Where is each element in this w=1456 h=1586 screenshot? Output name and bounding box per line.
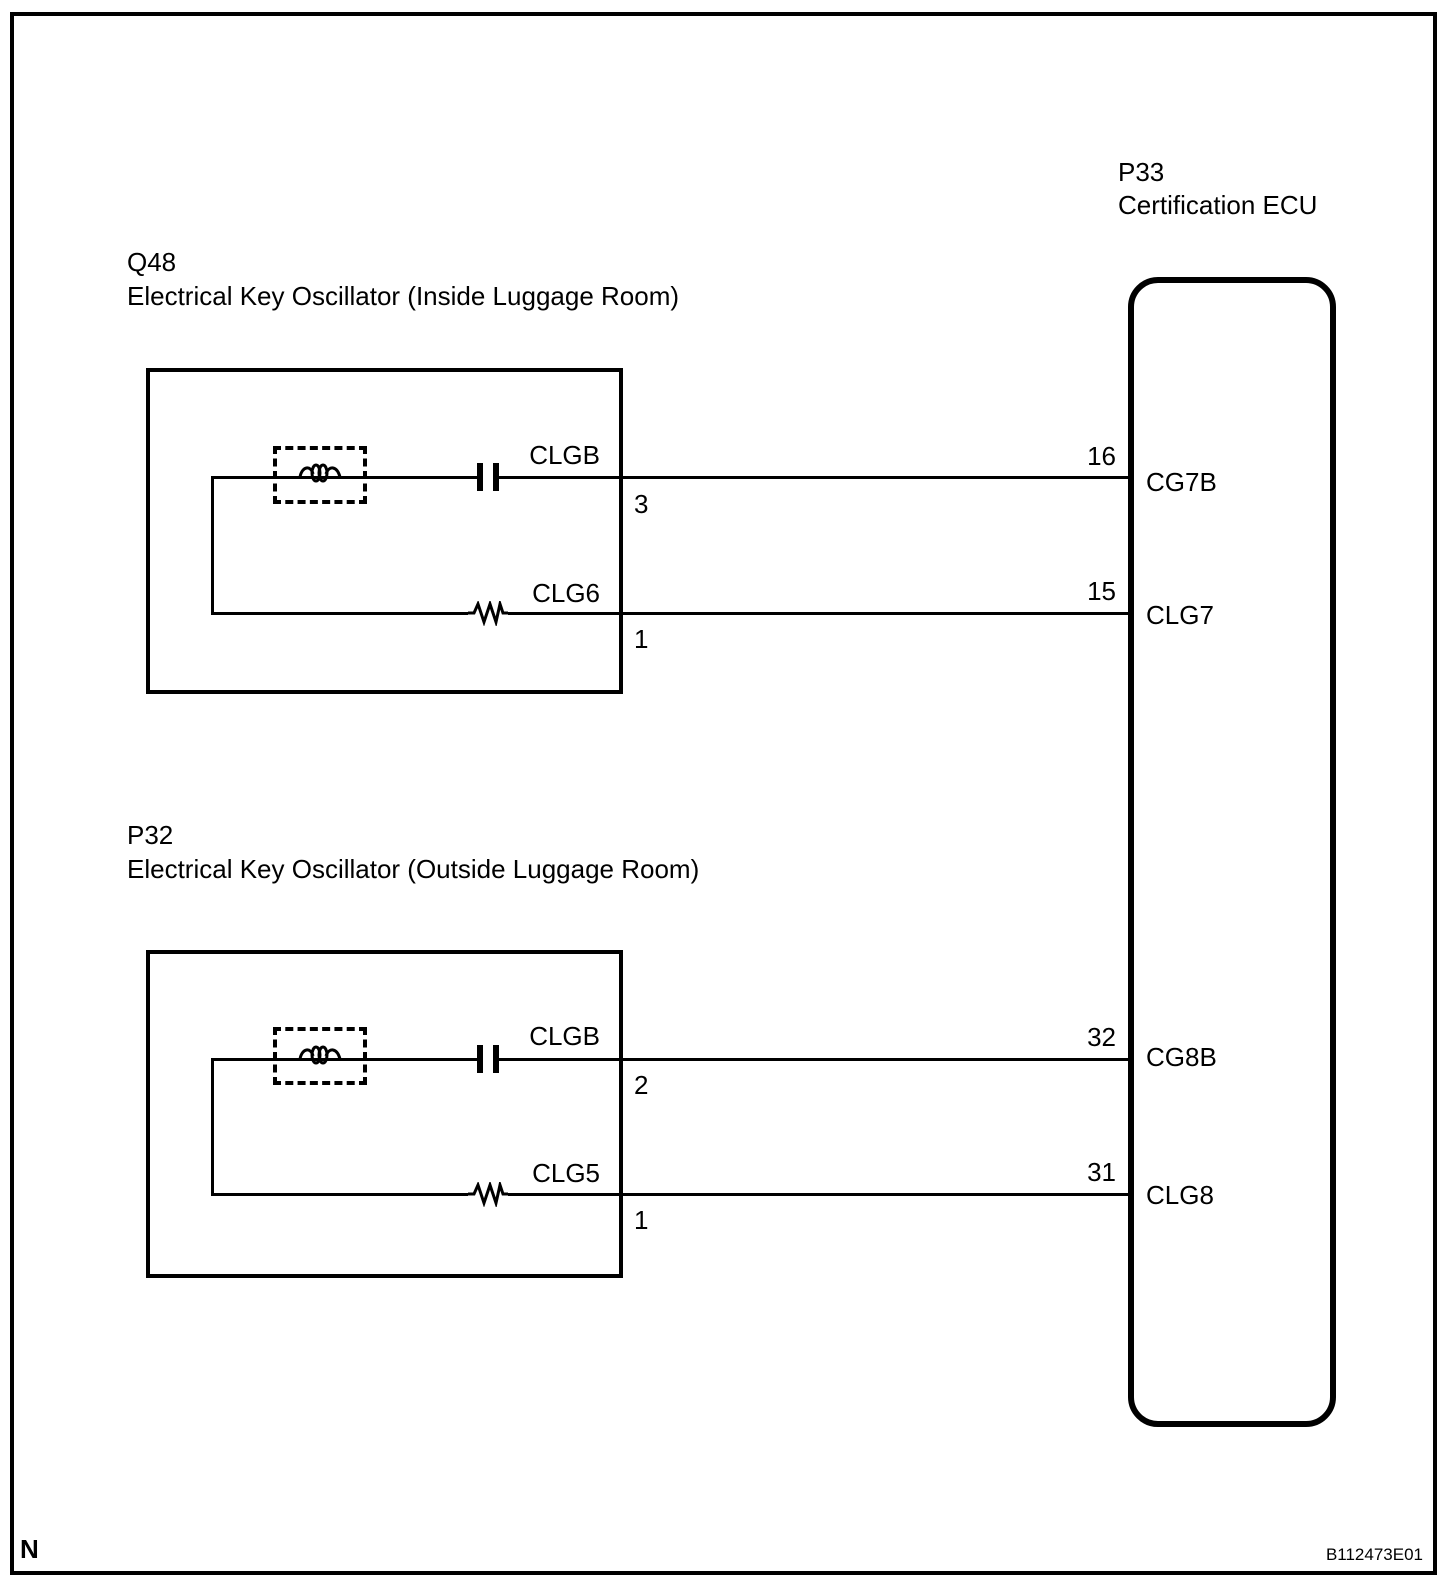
- q48-wire-label-clg6: CLG6: [532, 578, 600, 608]
- figure-code: B112473E01: [1325, 1545, 1423, 1564]
- footer-section-letter: N: [20, 1534, 39, 1564]
- ecu-pin-number-15: 15: [1087, 576, 1116, 606]
- ecu-pin-number-31: 31: [1087, 1157, 1116, 1187]
- component-p32-box: [146, 950, 623, 1278]
- component-p32-name-label: Electrical Key Oscillator (Outside Luggage Room): [127, 854, 700, 884]
- component-q48-id-label: Q48: [127, 247, 177, 277]
- ecu-connector-box: [1128, 277, 1336, 1427]
- ecu-name-label: Certification ECU: [1118, 190, 1318, 220]
- q48-wire-clg6-left-segment: [212, 612, 468, 615]
- p32-wire-clgb-right-segment: [499, 1058, 1128, 1061]
- q48-pin-number-1: 1: [634, 624, 649, 654]
- p32-inductor-coil-icon: [298, 1044, 342, 1074]
- p32-wire-clg5-left-segment: [212, 1193, 468, 1196]
- ecu-pin-number-32: 32: [1087, 1022, 1116, 1052]
- p32-pin-number-2: 2: [634, 1070, 649, 1100]
- ecu-terminal-cg8b: CG8B: [1146, 1042, 1217, 1072]
- p32-internal-loop-wire: [211, 1058, 214, 1196]
- ecu-terminal-clg8: CLG8: [1146, 1180, 1214, 1210]
- p32-wire-clg5-right-segment: [508, 1193, 1128, 1196]
- component-q48-box: [146, 368, 623, 694]
- component-q48-name-label: Electrical Key Oscillator (Inside Luggage Room): [127, 281, 680, 311]
- p32-wire-label-clgb: CLGB: [529, 1021, 600, 1051]
- ecu-pin-number-16: 16: [1087, 441, 1116, 471]
- q48-wire-clg6-right-segment: [508, 612, 1128, 615]
- q48-internal-loop-wire: [211, 476, 214, 615]
- ecu-terminal-cg7b: CG7B: [1146, 467, 1217, 497]
- q48-pin-number-3: 3: [634, 489, 649, 519]
- p32-wire-label-clg5: CLG5: [532, 1158, 600, 1188]
- component-p32-id-label: P32: [127, 820, 174, 850]
- ecu-id-label: P33: [1118, 157, 1165, 187]
- p32-pin-number-1: 1: [634, 1205, 649, 1235]
- ecu-terminal-clg7: CLG7: [1146, 600, 1214, 630]
- q48-wire-label-clgb: CLGB: [529, 440, 600, 470]
- q48-wire-clgb-right-segment: [499, 476, 1128, 479]
- q48-inductor-coil-icon: [298, 462, 342, 492]
